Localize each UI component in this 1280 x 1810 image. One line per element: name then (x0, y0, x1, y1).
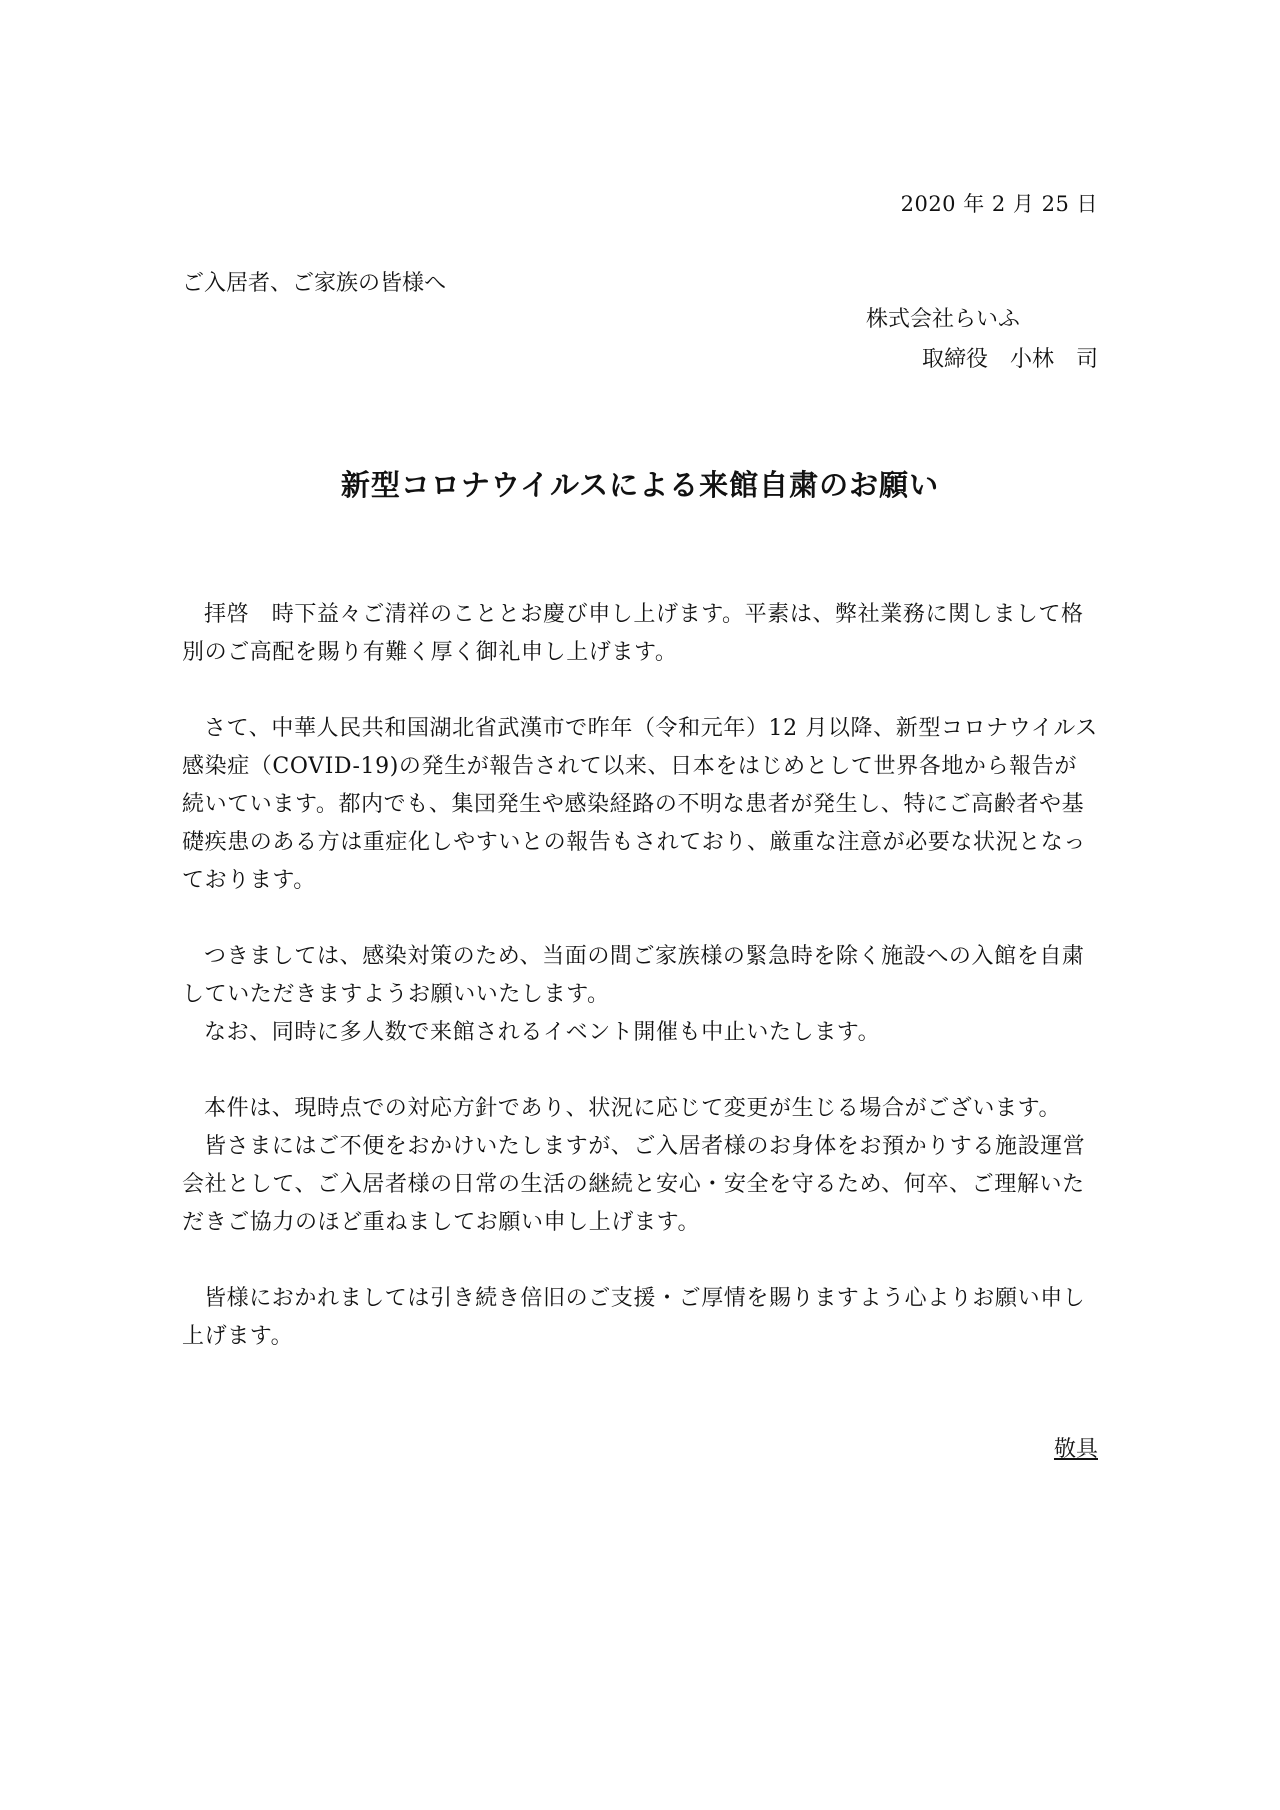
paragraph-request: つきましては、感染対策のため、当面の間ご家族様の緊急時を除く施設への入館を自粛していただきますようお願いいたします。 (182, 944, 1085, 1007)
recipient-line: ご入居者、ご家族の皆様へ (182, 271, 447, 296)
paragraph-closing-wish: 皆様におかれましては引き続き倍旧のご支援・ご厚情を賜りますよう心よりお願い申し上げます。 (182, 1286, 1086, 1349)
document-date: 2020 年 2 月 25 日 (900, 192, 1098, 216)
closing-keigu: 敬具 (1053, 1437, 1098, 1462)
paragraph-gap (182, 672, 1098, 710)
document-title: 新型コロナウイルスによる来館自粛のお願い (340, 468, 940, 502)
paragraph-event-cancel: なお、同時に多人数で来館されるイベント開催も中止いたします。 (204, 1020, 881, 1045)
paragraph-situation: さて、中華人民共和国湖北省武漢市で昨年（令和元年）12 月以降、新型コロナウイルス感染症（COVID-19)の発生が報告されて以来、日本をはじめとして世界各地から報告が続いています。都内でも、集団発生や感染経路の不明な患者が発生し、特にご高齢者や基礎疾患のある方は重症化しやすいとの報告もされており、厳重な注意が必要な状況となっております。 (182, 716, 1098, 893)
paragraph-gap (182, 900, 1098, 938)
paragraph-gap (182, 1242, 1098, 1280)
sender-company: 株式会社らいふ (866, 307, 1021, 332)
paragraph-apology: 皆さまにはご不便をおかけいたしますが、ご入居者様のお身体をお預かりする施設運営会社として、ご入居者様の日常の生活の継続と安心・安全を守るため、何卒、ご理解いただきご協力のほど重ねましてお願い申し上げます。 (182, 1134, 1086, 1235)
paragraph-gap (182, 1052, 1098, 1090)
paragraph-greeting: 拝啓 時下益々ご清祥のこととお慶び申し上げます。平素は、弊社業務に関しまして格別のご高配を賜り有難く厚く御礼申し上げます。 (182, 602, 1084, 665)
sender-person: 取締役 小林 司 (921, 347, 1098, 372)
sender-block (858, 300, 1098, 380)
paragraph-policy: 本件は、現時点での対応方針であり、状況に応じて変更が生じる場合がございます。 (204, 1096, 1062, 1121)
document-body (182, 596, 1098, 1356)
